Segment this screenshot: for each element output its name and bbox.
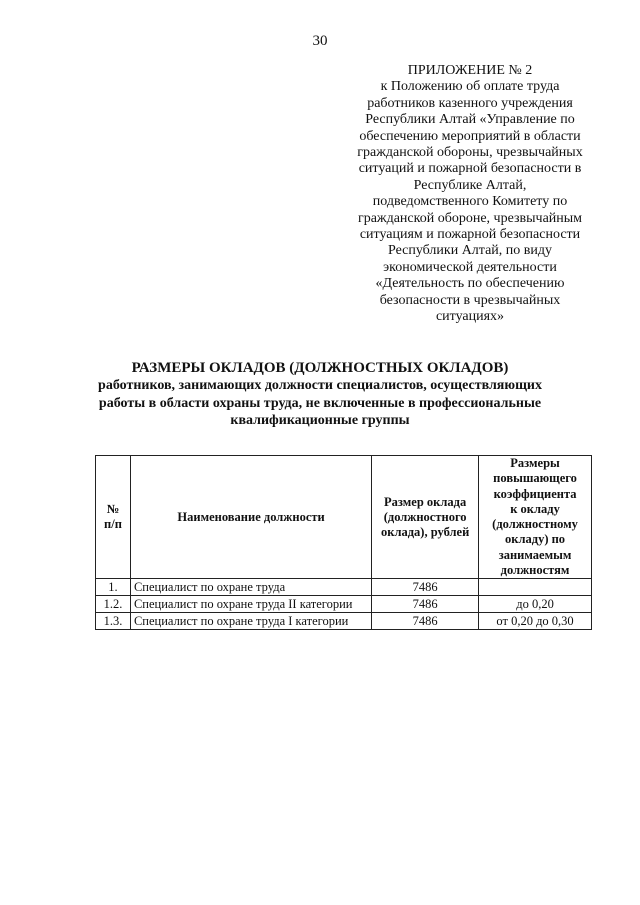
row-number: 1. xyxy=(96,579,131,596)
row-coefficient: от 0,20 до 0,30 xyxy=(479,613,592,630)
appendix-line: ситуациям и пожарной безопасности xyxy=(359,227,581,243)
appendix-line: работников казенного учреждения xyxy=(367,95,573,111)
header-salary: Размер оклада (должностного оклада), рублей xyxy=(372,456,479,579)
row-number: 1.2. xyxy=(96,596,131,613)
document-subtitle-line: работников, занимающих должности специалистов, осуществляющих xyxy=(98,378,542,393)
appendix-line: безопасности в чрезвычайных xyxy=(379,292,561,308)
appendix-line: «Деятельность по обеспечению xyxy=(375,276,565,292)
row-salary: 7486 xyxy=(372,579,479,596)
appendix-line: подведомственного Комитету по xyxy=(372,194,568,210)
row-position-name: Специалист по охране труда I категории xyxy=(130,613,371,630)
row-salary: 7486 xyxy=(372,613,479,630)
table-header-row xyxy=(96,456,592,579)
row-coefficient xyxy=(479,579,592,596)
table-row xyxy=(96,579,592,596)
appendix-line: экономической деятельности xyxy=(383,259,557,275)
appendix-line: обеспечению мероприятий в области xyxy=(359,128,581,144)
appendix-line: ситуаций и пожарной безопасности в xyxy=(358,161,582,177)
document-subtitle-line: работы в области охраны труда, не включенные в профессиональные xyxy=(98,395,542,411)
appendix-line: гражданской обороне, чрезвычайным xyxy=(357,210,583,226)
salary-table xyxy=(95,455,592,630)
row-coefficient: до 0,20 xyxy=(479,596,592,613)
row-position-name: Специалист по охране труда xyxy=(130,579,371,596)
appendix-line: ситуациях» xyxy=(435,309,505,325)
header-position-name: Наименование должности xyxy=(130,456,371,579)
row-number: 1.3. xyxy=(96,613,131,630)
document-title: РАЗМЕРЫ ОКЛАДОВ (ДОЛЖНОСТНЫХ ОКЛАДОВ) xyxy=(131,360,509,376)
appendix-block xyxy=(330,63,610,326)
appendix-line: Республике Алтай, xyxy=(413,177,527,193)
row-salary: 7486 xyxy=(372,596,479,613)
row-position-name: Специалист по охране труда II категории xyxy=(130,596,371,613)
document-subtitle-line: квалификационные группы xyxy=(230,413,410,428)
appendix-line: Республики Алтай «Управление по xyxy=(365,112,575,128)
appendix-line: к Положению об оплате труда xyxy=(380,79,560,95)
header-coefficient: Размеры повышающего коэффициента к окладу (должностному окладу) по занимаемым должностям xyxy=(479,456,592,579)
page-number: 30 xyxy=(312,33,328,49)
header-number: № п/п xyxy=(96,456,131,579)
document-heading xyxy=(60,359,580,430)
table-row xyxy=(96,596,592,613)
appendix-line: ПРИЛОЖЕНИЕ № 2 xyxy=(407,63,533,78)
appendix-line: Республики Алтай, по виду xyxy=(387,243,553,259)
appendix-line: гражданской обороны, чрезвычайных xyxy=(357,145,583,161)
table-row xyxy=(96,613,592,630)
